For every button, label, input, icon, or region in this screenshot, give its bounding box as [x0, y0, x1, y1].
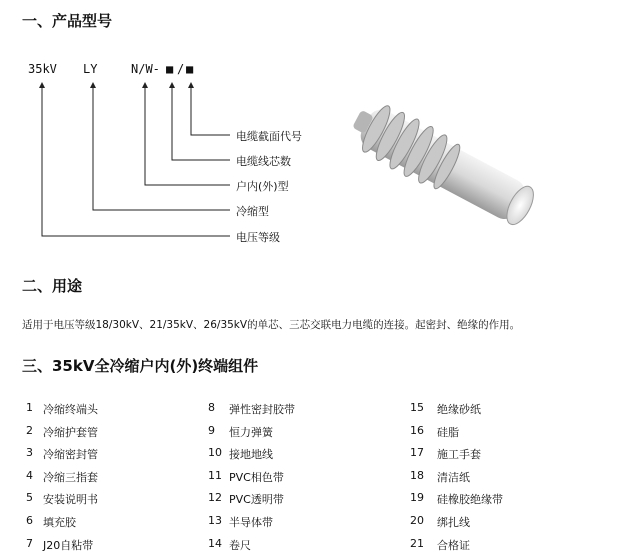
component-name: J20自粘带 — [43, 539, 94, 552]
component-number: 13 — [208, 514, 222, 527]
component-number: 7 — [26, 537, 33, 550]
component-name: 接地地线 — [229, 448, 273, 461]
leader-line-cold-shrink — [93, 85, 230, 210]
legend-indoor-outdoor: 户内(外)型 — [236, 180, 289, 193]
component-name: 恒力弹簧 — [229, 426, 273, 439]
legend-voltage-level: 电压等级 — [236, 231, 280, 244]
component-name: 冷缩护套管 — [43, 426, 98, 439]
component-name: 合格证 — [437, 539, 470, 552]
component-name: 填充胶 — [43, 516, 76, 529]
model-code-slash: / — [177, 62, 185, 76]
component-number: 1 — [26, 401, 33, 414]
component-number: 10 — [208, 446, 222, 459]
component-number: 8 — [208, 401, 215, 414]
component-name: 半导体带 — [229, 516, 273, 529]
section-title-model: 一、产品型号 — [22, 12, 113, 30]
component-name: 绑扎线 — [437, 516, 470, 529]
component-name: 冷缩三指套 — [43, 471, 98, 484]
model-code-cores: ■ — [166, 62, 174, 76]
model-code-cold-shrink: LY — [83, 62, 98, 76]
component-name: 冷缩终端头 — [43, 403, 98, 416]
model-code-indoor-outdoor: N/W- — [131, 62, 160, 76]
component-number: 2 — [26, 424, 33, 437]
leader-line-section — [191, 85, 230, 135]
model-code-section: ■ — [186, 62, 194, 76]
component-number: 17 — [410, 446, 424, 459]
component-name: 硅橡胶绝缘带 — [437, 493, 503, 506]
component-number: 15 — [410, 401, 424, 414]
component-number: 9 — [208, 424, 215, 437]
component-number: 18 — [410, 469, 424, 482]
component-name: 施工手套 — [437, 448, 481, 461]
component-number: 16 — [410, 424, 424, 437]
component-number: 5 — [26, 491, 33, 504]
section-title-components: 三、35kV全冷缩户内(外)终端组件 — [22, 357, 259, 375]
component-number: 20 — [410, 514, 424, 527]
leader-line-cores — [172, 85, 230, 160]
component-number: 6 — [26, 514, 33, 527]
component-number: 4 — [26, 469, 33, 482]
legend-core-count: 电缆线芯数 — [236, 155, 291, 168]
legend-cold-shrink: 冷缩型 — [236, 205, 269, 218]
component-number: 3 — [26, 446, 33, 459]
component-number: 14 — [208, 537, 222, 550]
component-number: 21 — [410, 537, 424, 550]
cold-shrink-termination-image — [345, 100, 555, 235]
model-code-voltage: 35kV — [28, 62, 57, 76]
component-name: 弹性密封胶带 — [229, 403, 295, 416]
component-name: 清洁纸 — [437, 471, 470, 484]
component-name: PVC相色带 — [229, 471, 284, 484]
legend-section-code: 电缆截面代号 — [236, 130, 302, 143]
usage-description: 适用于电压等级18/30kV、21/35kV、26/35kV的单芯、三芯交联电力电缆的连接。起密封、绝缘的作用。 — [22, 319, 521, 331]
component-name: 冷缩密封管 — [43, 448, 98, 461]
component-name: 绝缘砂纸 — [437, 403, 481, 416]
component-number: 12 — [208, 491, 222, 504]
component-number: 11 — [208, 469, 222, 482]
component-name: 硅脂 — [437, 426, 459, 439]
component-number: 19 — [410, 491, 424, 504]
component-name: 卷尺 — [229, 539, 251, 552]
component-name: 安装说明书 — [43, 493, 98, 506]
section-title-usage: 二、用途 — [22, 277, 83, 295]
component-name: PVC透明带 — [229, 493, 284, 506]
